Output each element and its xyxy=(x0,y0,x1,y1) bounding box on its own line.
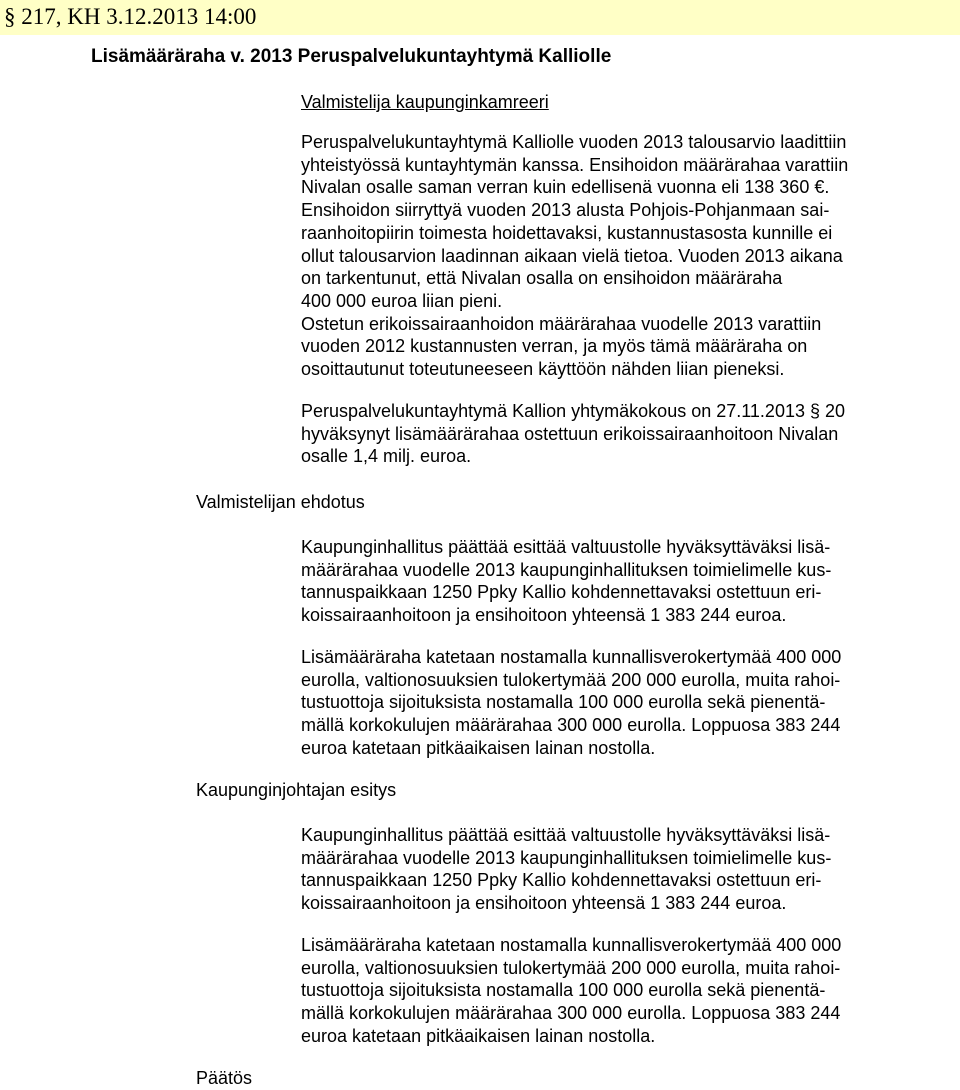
mayor-proposal-paragraph-1 xyxy=(301,824,901,915)
text-line: ollut talousarvion laadinnan aikaan vielä tietoa. Vuoden 2013 aikana xyxy=(301,245,843,266)
text-line: mällä korkokulujen määrärahaa 300 000 eurolla. Loppuosa 383 244 xyxy=(301,1003,841,1024)
meeting-note-paragraph xyxy=(301,400,901,468)
mayor-proposal-paragraph-2 xyxy=(301,934,901,1048)
text-line: määrärahaa vuodelle 2013 kaupunginhallituksen toimielimelle kus- xyxy=(301,559,832,580)
text-line: yhteistyössä kuntayhtymän kanssa. Ensihoidon määrärahaa varattiin xyxy=(301,154,849,175)
text-line: hyväksynyt lisämäärärahaa ostettuun erikoissairaanhoitoon Nivalan xyxy=(301,423,839,444)
text-line: euroa katetaan pitkäaikaisen lainan nostolla. xyxy=(301,737,656,758)
text-line: mällä korkokulujen määrärahaa 300 000 eurolla. Loppuosa 383 244 xyxy=(301,715,841,736)
text-line: Kaupunginhallitus päättää esittää valtuustolle hyväksyttäväksi lisä- xyxy=(301,825,831,845)
section-header-title: § 217, KH 3.12.2013 14:00 xyxy=(4,4,257,29)
preparer-proposal-paragraph-2 xyxy=(301,646,901,760)
text-line: Lisämääräraha katetaan nostamalla kunnallisverokertymää 400 000 xyxy=(301,647,842,667)
text-line: Peruspalvelukuntayhtymä Kalliolle vuoden 2013 talousarvio laadittiin xyxy=(301,132,847,152)
text-line: osalle 1,4 milj. euroa. xyxy=(301,446,472,467)
text-line: koissairaanhoitoon ja ensihoitoon yhteensä 1 383 244 euroa. xyxy=(301,605,787,626)
text-line: Ostetun erikoissairaanhoidon määrärahaa vuodelle 2013 varattiin xyxy=(301,313,822,334)
preparer-line: Valmistelija kaupunginkamreeri xyxy=(301,92,549,112)
text-line: Nivalan osalle saman verran kuin edellisenä vuonna eli 138 360 €. xyxy=(301,177,830,198)
text-line: vuoden 2012 kustannusten verran, ja myös tämä määräraha on xyxy=(301,336,808,357)
text-line: osoittautunut toteutuneeseen käyttöön nähden liian pieneksi. xyxy=(301,359,785,380)
text-line: raanhoitopiirin toimesta hoidettavaksi, kustannustasosta kunnille ei xyxy=(301,222,833,243)
text-line: eurolla, valtionosuuksien tulokertymää 200 000 eurolla, muita rahoi- xyxy=(301,669,841,690)
decision-heading: Päätös xyxy=(196,1068,253,1088)
text-line: tustuottoja sijoituksista nostamalla 100 000 eurolla sekä pienentä- xyxy=(301,692,826,713)
header-bar xyxy=(0,0,960,35)
text-line: määrärahaa vuodelle 2013 kaupunginhallituksen toimielimelle kus- xyxy=(301,847,832,868)
text-line: euroa katetaan pitkäaikaisen lainan nostolla. xyxy=(301,1025,656,1046)
text-line: tannuspaikkaan 1250 Ppky Kallio kohdennettavaksi ostettuun eri- xyxy=(301,870,822,891)
text-line: Peruspalvelukuntayhtymä Kallion yhtymäkokous on 27.11.2013 § 20 xyxy=(301,401,846,421)
text-line: koissairaanhoitoon ja ensihoitoon yhteensä 1 383 244 euroa. xyxy=(301,893,787,914)
text-line: on tarkentunut, että Nivalan osalla on ensihoidon määräraha xyxy=(301,268,783,289)
text-line: Kaupunginhallitus päättää esittää valtuustolle hyväksyttäväksi lisä- xyxy=(301,537,831,557)
text-line: Ensihoidon siirryttyä vuoden 2013 alusta Pohjois-Pohjanmaan sai- xyxy=(301,200,830,221)
document-subject: Lisämääräraha v. 2013 Peruspalvelukuntayhtymä Kalliolle xyxy=(91,46,612,67)
text-line: tustuottoja sijoituksista nostamalla 100 000 eurolla sekä pienentä- xyxy=(301,980,826,1001)
preparer-proposal-paragraph-1 xyxy=(301,536,901,627)
background-paragraph xyxy=(301,131,901,381)
text-line: tannuspaikkaan 1250 Ppky Kallio kohdennettavaksi ostettuun eri- xyxy=(301,582,822,603)
text-line: eurolla, valtionosuuksien tulokertymää 200 000 eurolla, muita rahoi- xyxy=(301,957,841,978)
text-line: Lisämääräraha katetaan nostamalla kunnallisverokertymää 400 000 xyxy=(301,935,842,955)
mayor-proposal-heading: Kaupunginjohtajan esitys xyxy=(196,780,397,800)
preparer-proposal-heading: Valmistelijan ehdotus xyxy=(196,492,365,512)
text-line: 400 000 euroa liian pieni. xyxy=(301,290,503,311)
